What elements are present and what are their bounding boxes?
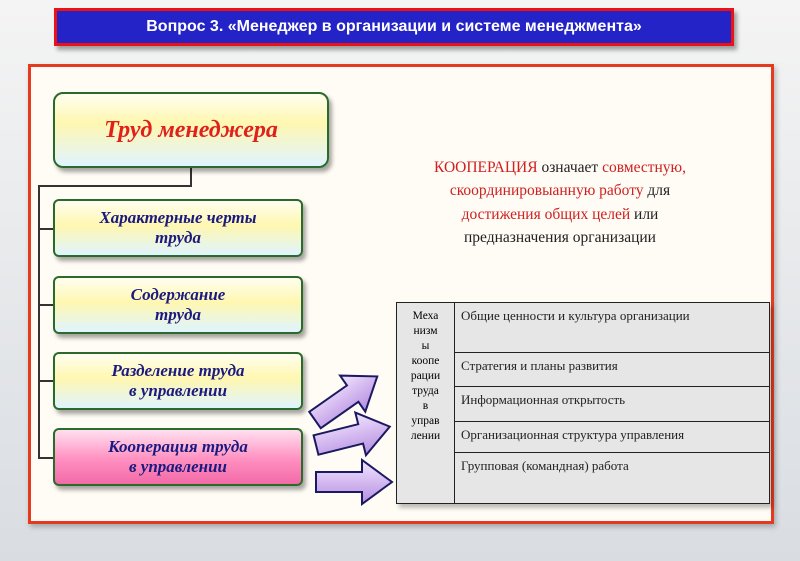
header-line: ы [421,340,430,352]
def-part-2: совместную, [602,159,686,176]
def-part-4: для [643,182,671,200]
cooperation-line-1: Кооперация труда [108,436,248,456]
mechanisms-header-cell [397,303,455,503]
characteristics-line-2: труда [155,228,201,247]
slide-title: Вопрос 3. «Менеджер в организации и системе менеджмента» [54,8,734,46]
header-line: низм [413,325,438,337]
cooperation-line-2: в управлении [128,457,228,476]
header-line: лении [410,430,441,442]
cooperation-term: КООПЕРАЦИЯ [434,159,538,176]
cooperation-mechanisms-table [396,302,770,504]
division-line-1: Разделение труда [111,360,245,380]
header-line: в [422,400,429,412]
table-row: Стратегия и планы развития [455,353,769,387]
table-row: Информационная открытость [455,387,769,422]
def-part-7: предназначения организации [464,228,656,246]
characteristics-line-1: Характерные черты [99,207,257,227]
def-part-5: достижения общих целей [461,205,631,223]
table-row: Общие ценности и культура организации [455,303,769,353]
manager-labor-box: Труд менеджера [53,92,329,168]
table-row: Групповая (командная) работа [455,453,769,503]
header-line: Меха [412,310,439,322]
table-row: Организационная структура управления [455,422,769,453]
content-line-2: труда [155,305,201,324]
header-line: труда [412,385,439,397]
def-part-6: или [630,205,659,223]
def-part-1: означает [537,159,603,176]
division-line-2: в управлении [128,381,228,400]
def-part-3: скоординировыанную работу [449,182,644,200]
header-line: рации [410,370,441,382]
header-line: управ [411,415,440,427]
header-line: коопе [411,355,440,367]
arrow-right-icon [316,460,392,504]
content-line-1: Содержание [130,284,226,304]
